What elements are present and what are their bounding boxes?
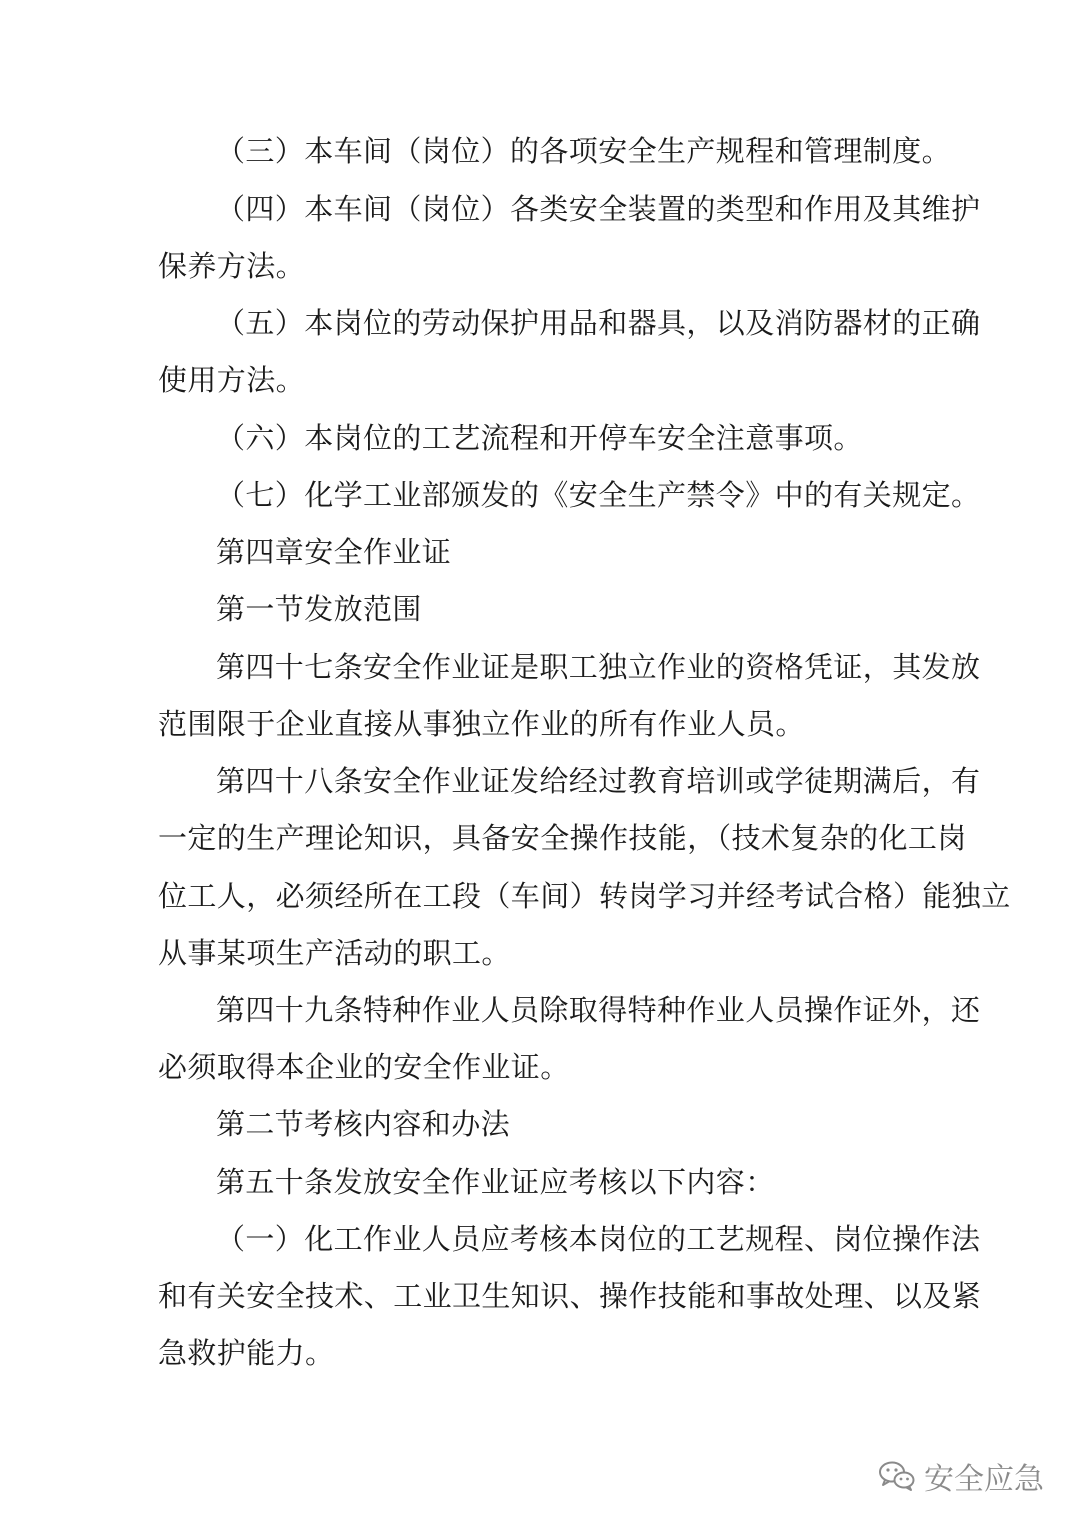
- paragraph-line: 保养方法。: [158, 249, 306, 283]
- chapter-heading: 第四章安全作业证: [216, 535, 452, 569]
- paragraph-line: （六）本岗位的工艺流程和开停车安全注意事项。: [216, 421, 863, 455]
- paragraph-line: （一）化工作业人员应考核本岗位的工艺规程、岗位操作法: [216, 1222, 981, 1256]
- paragraph-line: （三）本车间（岗位）的各项安全生产规程和管理制度。: [216, 134, 952, 168]
- section-heading: 第二节考核内容和办法: [216, 1107, 511, 1141]
- section-heading: 第一节发放范围: [216, 592, 422, 626]
- paragraph-line: 第四十八条安全作业证发给经过教育培训或学徒期满后，有: [216, 764, 981, 798]
- paragraph-line: 从事某项生产活动的职工。: [158, 936, 511, 970]
- paragraph-line: 位工人，必须经所在工段（车间）转岗学习并经考试合格）能独立: [158, 879, 1011, 913]
- paragraph-line: 第四十九条特种作业人员除取得特种作业人员操作证外，还: [216, 993, 981, 1027]
- paragraph-line: 范围限于企业直接从事独立作业的所有作业人员。: [158, 707, 805, 741]
- paragraph-line: 一定的生产理论知识，具备安全操作技能，（技术复杂的化工岗: [158, 821, 967, 855]
- paragraph-line: 第四十七条安全作业证是职工独立作业的资格凭证，其发放: [216, 650, 981, 684]
- watermark-text: 安全应急: [924, 1462, 1044, 1497]
- paragraph-line: 和有关安全技术、工业卫生知识、操作技能和事故处理、以及紧: [158, 1279, 982, 1313]
- paragraph-line: （七）化学工业部颁发的《安全生产禁令》中的有关规定。: [216, 478, 981, 512]
- watermark: [878, 1454, 1044, 1498]
- wechat-icon: [878, 1460, 916, 1492]
- paragraph-line: （四）本车间（岗位）各类安全装置的类型和作用及其维护: [216, 192, 981, 226]
- paragraph-line: 急救护能力。: [158, 1336, 335, 1370]
- paragraph-line: 使用方法。: [158, 363, 306, 397]
- paragraph-line: 必须取得本企业的安全作业证。: [158, 1050, 570, 1084]
- paragraph-line: （五）本岗位的劳动保护用品和器具，以及消防器材的正确: [216, 306, 981, 340]
- paragraph-line: 第五十条发放安全作业证应考核以下内容：: [216, 1165, 775, 1199]
